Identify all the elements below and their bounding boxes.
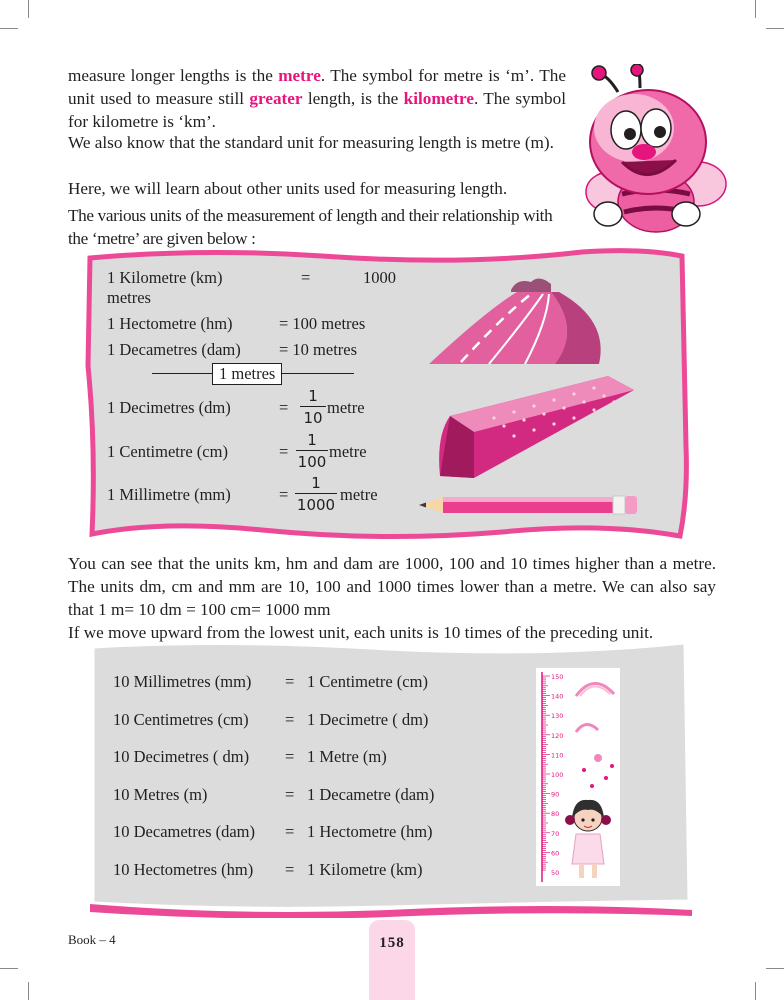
height-tick-label: 60 <box>551 849 560 858</box>
crop-mark <box>28 0 29 18</box>
height-tick-label: 130 <box>551 712 564 721</box>
crop-mark <box>0 28 18 29</box>
crop-mark <box>28 982 29 1000</box>
height-tick-label: 70 <box>551 829 560 838</box>
book-label: Book – 4 <box>68 932 116 947</box>
height-tick-label: 150 <box>551 673 564 681</box>
height-tick-label: 110 <box>551 751 564 760</box>
crop-mark <box>755 982 756 1000</box>
conversion-right-3: 1 Metre (m) <box>307 747 387 766</box>
dm-numerator: 1 <box>308 387 318 405</box>
height-tick-label: 90 <box>551 790 560 799</box>
height-tick-label: 80 <box>551 810 560 819</box>
conversion-left-1: 10 Millimetres (mm) <box>113 672 252 691</box>
crop-mark <box>755 0 756 18</box>
height-chart-illustration <box>536 668 620 886</box>
body-paragraph-1: You can see that the units km, hm and dam are 1000, 100 and 10 times higher than a metre. The units dm, cm and mm are 10, 100 and 1000 times lower than a metre. We can also say that 1 m= 10 dm = 100 cm= 1000 mm <box>68 554 716 619</box>
measuring-tape-illustration <box>434 366 638 480</box>
body-paragraph-2: If we move upward from the lowest unit, each units is 10 times of the preceding unit. <box>68 623 654 642</box>
mm-fraction <box>295 474 337 514</box>
hm-label: 1 Hectometre (hm) <box>107 314 233 333</box>
intro-paragraph-1: measure longer lengths is the metre. The symbol for metre is ‘m’. The unit used to measure still greater length, is the kilometre. The symbol for kilometre is ‘km’. <box>68 66 566 131</box>
conversion-table-box <box>88 640 692 918</box>
conversion-right-4: 1 Decametre (dam) <box>307 784 435 804</box>
km-value: 1000 <box>363 268 396 287</box>
dm-equals: = <box>279 398 289 417</box>
pencil-illustration <box>417 492 639 516</box>
conversion-right-2: 1 Decimetre ( dm) <box>307 709 429 729</box>
dm-label: 1 Decimetres (dm) <box>107 398 231 417</box>
intro-paragraph-3: Here, we will learn about other units used for measuring length. <box>68 179 508 198</box>
crop-mark <box>766 28 784 29</box>
conversion-left-6: 10 Hectometres (hm) <box>113 859 254 879</box>
conversion-right-1: 1 Centimetre (cm) <box>307 672 428 691</box>
mm-unit: metre <box>340 485 378 504</box>
conversion-equals-1: = <box>285 672 295 691</box>
units-relationship-box <box>82 246 692 542</box>
dm-denominator: 10 <box>303 409 323 427</box>
page-number-tab <box>369 920 415 1000</box>
cm-label: 1 Centimetre (cm) <box>107 442 228 461</box>
conversion-left-4: 10 Metres (m) <box>113 784 208 804</box>
conversion-equals-5: = <box>285 822 295 841</box>
cm-denominator: 100 <box>297 453 327 471</box>
dm-unit: metre <box>327 398 365 417</box>
base-unit-box: 1 metres <box>212 363 282 385</box>
crop-mark <box>0 968 18 969</box>
km-equals: = <box>301 268 311 287</box>
cm-fraction <box>296 431 328 471</box>
hm-value: = 100 metres <box>279 314 366 333</box>
height-tick-label: 140 <box>551 692 564 701</box>
mm-label: 1 Millimetre (mm) <box>107 485 231 504</box>
conversion-equals-2: = <box>285 709 295 729</box>
mm-equals: = <box>279 485 289 504</box>
conversion-left-5: 10 Decametres (dam) <box>113 822 256 841</box>
conversion-left-2: 10 Centimetres (cm) <box>113 709 249 729</box>
term-greater: greater <box>249 89 303 108</box>
mm-numerator: 1 <box>311 474 321 492</box>
crop-mark <box>766 968 784 969</box>
height-tick-label: 120 <box>551 731 564 740</box>
cm-numerator: 1 <box>307 431 317 449</box>
term-kilometre: kilometre <box>403 89 474 108</box>
dam-value: = 10 metres <box>279 340 358 359</box>
height-tick-label: 100 <box>551 771 564 779</box>
conversion-equals-4: = <box>285 784 295 804</box>
road-illustration <box>427 270 659 366</box>
term-metre: metre <box>278 66 321 85</box>
conversion-right-5: 1 Hectometre (hm) <box>307 822 433 841</box>
cm-equals: = <box>279 442 289 461</box>
dam-label: 1 Decametres (dam) <box>107 340 241 359</box>
conversion-right-6: 1 Kilometre (km) <box>307 859 423 879</box>
cm-unit: metre <box>329 442 367 461</box>
height-tick-label: 50 <box>551 869 560 877</box>
dm-fraction <box>300 387 326 427</box>
intro-paragraph-4: The various units of the measurement of length and their relationship with the ‘metre’ are given below : <box>68 206 553 248</box>
page-number: 158 <box>379 935 405 951</box>
conversion-equals-3: = <box>285 747 295 766</box>
intro-paragraph-2: We also know that the standard unit for measuring length is metre (m). <box>68 133 554 152</box>
conversion-left-3: 10 Decimetres ( dm) <box>113 747 250 766</box>
bee-mascot-illustration <box>578 64 728 234</box>
km-label: 1 Kilometre (km) <box>107 268 223 287</box>
mm-denominator: 1000 <box>296 496 336 514</box>
km-unit: metres <box>107 288 151 307</box>
conversion-equals-6: = <box>285 859 295 879</box>
